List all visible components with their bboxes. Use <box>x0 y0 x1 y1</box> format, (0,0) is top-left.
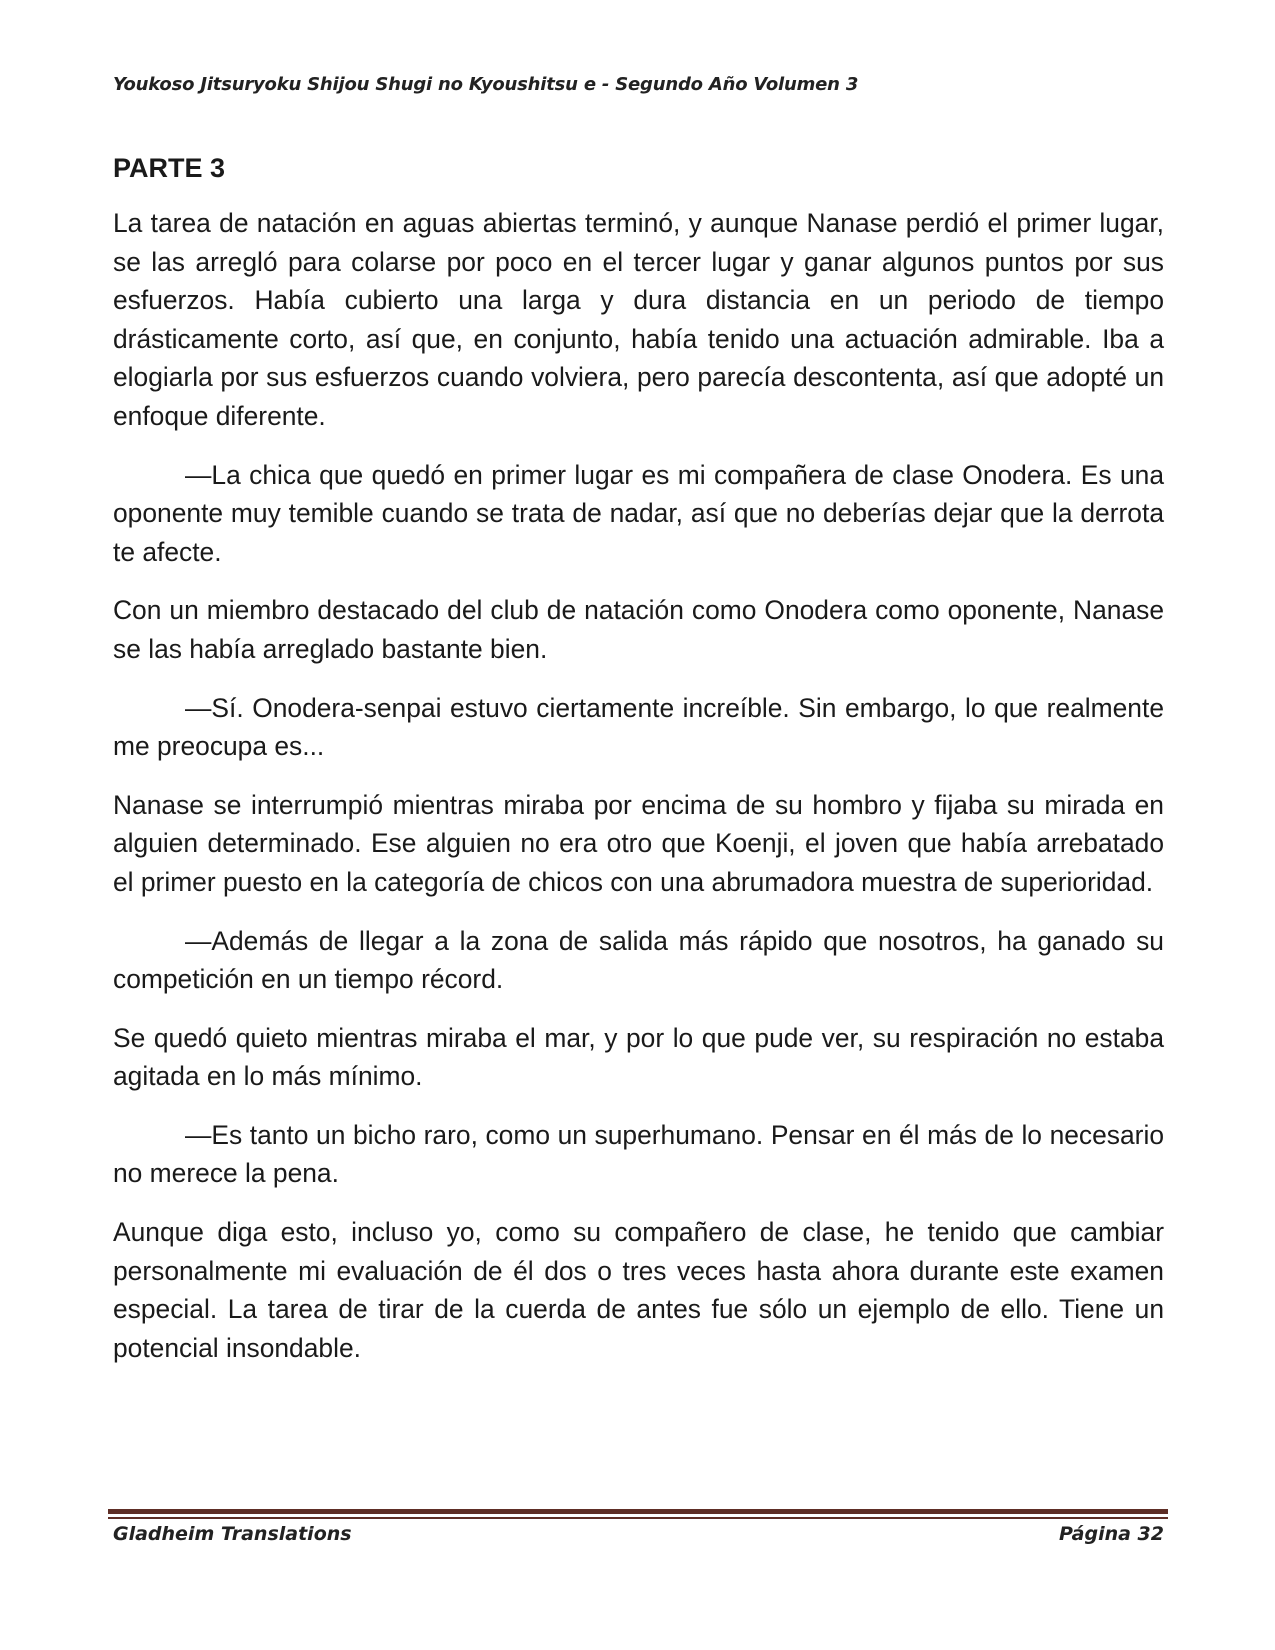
footer-divider-thick <box>108 1509 1168 1514</box>
paragraph: Nanase se interrumpió mientras miraba por encima de su hombro y fijaba su mirada en alguien determinado. Ese alguien no era otro que Koenji, el joven que había arrebatado el primer puesto en la categoría de chicos con una abrumadora muestra de superioridad. <box>113 789 1164 897</box>
paragraph: Con un miembro destacado del club de natación como Onodera como oponente, Nanase se las había arreglado bastante bien. <box>113 595 1164 664</box>
dialogue-paragraph: —Sí. Onodera-senpai estuvo ciertamente increíble. Sin embargo, lo que realmente me preocupa es... <box>113 692 1164 762</box>
page-content <box>113 150 1164 1387</box>
dialogue-paragraph: —La chica que quedó en primer lugar es mi compañera de clase Onodera. Es una oponente muy temible cuando se trata de nadar, así que no deberías dejar que la derrota te afecte. <box>113 459 1164 567</box>
paragraph: Se quedó quieto mientras miraba el mar, y por lo que pude ver, su respiración no estaba agitada en lo más mínimo. <box>113 1022 1164 1092</box>
section-heading: PARTE 3 <box>113 153 226 183</box>
running-header: Youkoso Jitsuryoku Shijou Shugi no Kyoushitsu e - Segundo Año Volumen 3 <box>113 74 859 95</box>
dialogue-paragraph: —Es tanto un bicho raro, como un superhumano. Pensar en él más de lo necesario no merece la pena. <box>113 1119 1164 1189</box>
paragraph: Aunque diga esto, incluso yo, como su compañero de clase, he tenido que cambiar personalmente mi evaluación de él dos o tres veces hasta ahora durante este examen especial. La tarea de tirar de la cuerda de antes fue sólo un ejemplo de ello. Tiene un potencial insondable. <box>113 1217 1164 1363</box>
footer-credit: Gladheim Translations <box>113 1523 352 1545</box>
page-number: Página 32 <box>1058 1523 1164 1545</box>
footer-divider-thin <box>108 1517 1168 1519</box>
dialogue-paragraph: —Además de llegar a la zona de salida más rápido que nosotros, ha ganado su competición en un tiempo récord. <box>113 925 1164 995</box>
paragraph: La tarea de natación en aguas abiertas terminó, y aunque Nanase perdió el primer lugar, se las arregló para colarse por poco en el tercer lugar y ganar algunos puntos por sus esfuerzos. Había cubierto una larga y dura distancia en un periodo de tiempo drásticamente corto, así que, en conjunto, había tenido una actuación admirable. Iba a elogiarla por sus esfuerzos cuando volviera, pero parecía descontenta, así que adopté un enfoque diferente. <box>113 208 1164 431</box>
